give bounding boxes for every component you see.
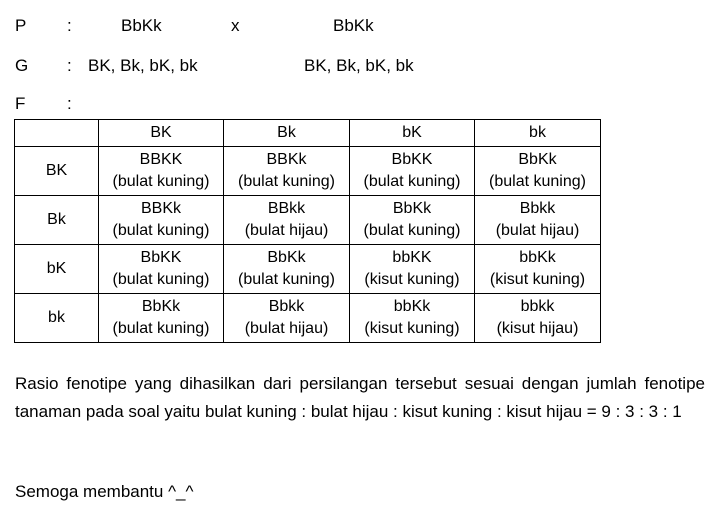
genotype: BbKk <box>392 200 432 217</box>
offspring-cell <box>224 147 350 196</box>
genotype: BBKK <box>139 151 183 168</box>
offspring-cell <box>224 245 350 294</box>
parent-label: P <box>15 16 27 35</box>
genotype: bbKK <box>392 249 432 266</box>
column-header: BK <box>99 120 224 147</box>
genotype: BbKk <box>267 249 306 266</box>
phenotype: (bulat hijau) <box>244 222 329 239</box>
column-header: bk <box>475 120 601 147</box>
cross-symbol: x <box>231 16 240 35</box>
filial-label: F <box>15 94 26 113</box>
gamete-label: G <box>15 56 29 75</box>
offspring-cell <box>99 147 224 196</box>
gametes-parent-2: BK, Bk, bK, bk <box>304 56 414 75</box>
offspring-cell <box>99 294 224 343</box>
parent-colon: : <box>67 16 72 35</box>
phenotype: (kisut kuning) <box>489 271 586 288</box>
phenotype: (bulat kuning) <box>489 173 586 190</box>
genotype: BBkk <box>267 200 306 217</box>
genotype: bbKk <box>519 249 556 266</box>
offspring-cell <box>350 294 475 343</box>
row-header: bk <box>15 294 99 343</box>
phenotype: (bulat hijau) <box>495 222 580 239</box>
row-header: BK <box>15 147 99 196</box>
phenotype: (bulat kuning) <box>238 271 335 288</box>
phenotype: (bulat kuning) <box>363 222 461 239</box>
punnett-row <box>15 196 601 245</box>
gametes-parent-1: BK, Bk, bK, bk <box>88 56 198 75</box>
phenotype: (bulat hijau) <box>244 320 329 337</box>
offspring-cell <box>475 196 601 245</box>
gamete-colon: : <box>67 56 72 75</box>
offspring-cell <box>99 245 224 294</box>
column-header: bK <box>350 120 475 147</box>
phenotype: (bulat kuning) <box>363 173 461 190</box>
offspring-cell <box>224 294 350 343</box>
offspring-cell <box>350 147 475 196</box>
phenotype: (bulat kuning) <box>112 173 210 190</box>
offspring-cell <box>350 196 475 245</box>
phenotype: (bulat kuning) <box>112 320 210 337</box>
genotype: BbKk <box>518 151 557 168</box>
phenotype: (bulat kuning) <box>112 271 210 288</box>
genotype: BBKk <box>266 151 307 168</box>
phenotype: (bulat kuning) <box>238 173 335 190</box>
ratio-conclusion: Rasio fenotipe yang dihasilkan dari persilangan tersebut sesuai dengan jumlah fenotipe tanaman pada soal yaitu bulat kuning : bulat hijau : kisut kuning : kisut hijau = 9 : 3 : 3 : 1 <box>15 374 705 421</box>
punnett-row <box>15 245 601 294</box>
row-header: bK <box>15 245 99 294</box>
closing-remark: Semoga membantu ^_^ <box>15 482 194 501</box>
offspring-cell <box>224 196 350 245</box>
genotype: BbKK <box>391 151 433 168</box>
genotype: Bbkk <box>268 298 305 315</box>
offspring-cell <box>99 196 224 245</box>
genotype: bbKk <box>393 298 431 315</box>
parent-2-genotype: BbKk <box>333 16 374 35</box>
phenotype: (bulat kuning) <box>112 222 210 239</box>
genotype: bbkk <box>520 298 555 315</box>
offspring-cell <box>475 245 601 294</box>
punnett-corner-cell <box>15 120 99 147</box>
genotype: BbKK <box>140 249 182 266</box>
punnett-row <box>15 147 601 196</box>
row-header: Bk <box>15 196 99 245</box>
punnett-row <box>15 294 601 343</box>
genotype: BbKk <box>141 298 181 315</box>
offspring-cell <box>350 245 475 294</box>
offspring-cell <box>475 294 601 343</box>
genotype: BBKk <box>140 200 181 217</box>
filial-colon: : <box>67 94 72 113</box>
column-header: Bk <box>224 120 350 147</box>
punnett-square <box>14 119 601 343</box>
phenotype: (kisut hijau) <box>496 320 579 337</box>
parent-1-genotype: BbKk <box>121 16 162 35</box>
punnett-header-row <box>15 120 601 147</box>
phenotype: (kisut kuning) <box>364 320 460 337</box>
offspring-cell <box>475 147 601 196</box>
genotype: Bbkk <box>519 200 556 217</box>
phenotype: (kisut kuning) <box>364 271 460 288</box>
